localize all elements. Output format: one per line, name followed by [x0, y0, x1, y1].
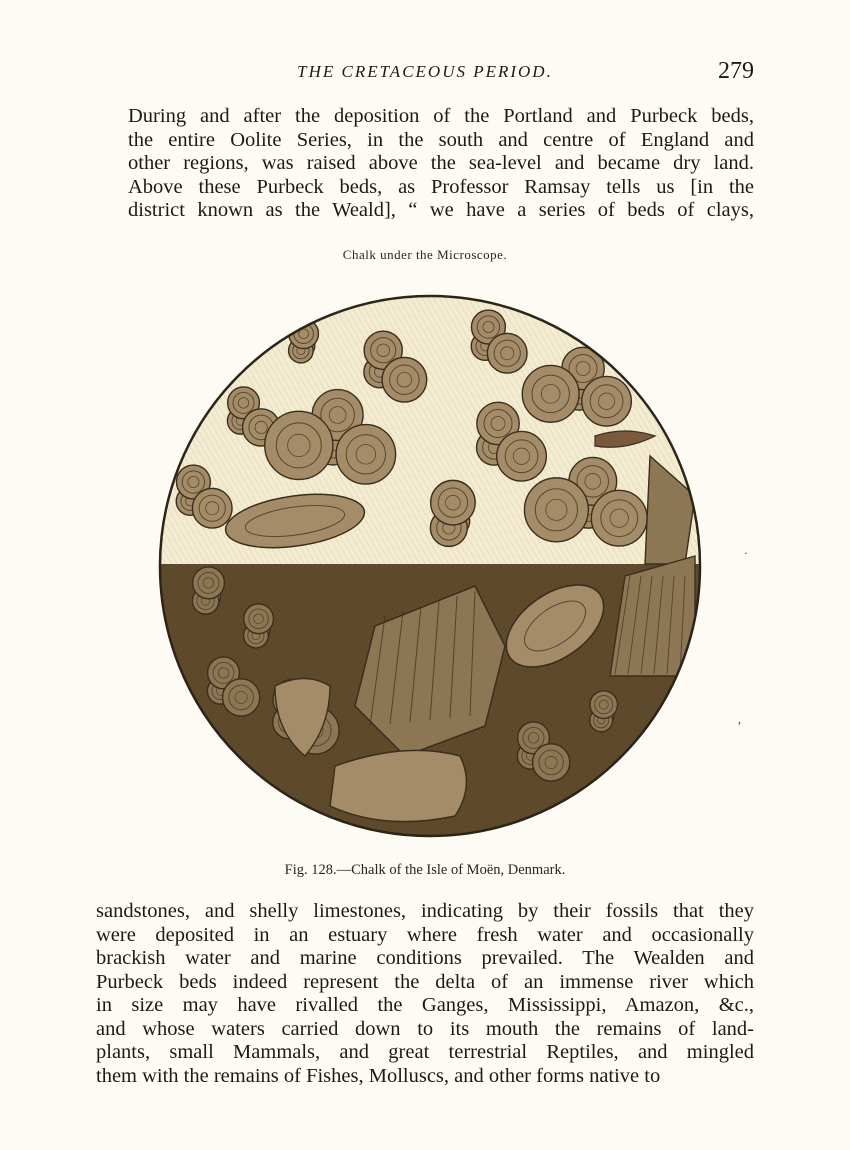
page-number: 279 — [718, 58, 754, 84]
running-head-title: THE CRETACEOUS PERIOD. — [297, 62, 553, 81]
text-line: Purbeck beds indeed represent the delta of an immense river which — [96, 970, 754, 993]
text-line: in size may have rivalled the Ganges, Mississippi, Amazon, &c., — [96, 994, 754, 1016]
text-line: them with the remains of Fishes, Molluscs, and other forms native to — [96, 1064, 661, 1087]
figure-caption: Fig. 128.—Chalk of the Isle of Moën, Denmark. — [284, 862, 566, 878]
foram-chamber — [223, 679, 260, 716]
chalk-microscope-illustration — [155, 286, 705, 841]
foram-chamber — [382, 357, 427, 402]
text-line: were deposited in an estuary where fresh water and occasionally — [96, 923, 754, 946]
flat-shell — [330, 750, 466, 821]
foram-chamber — [590, 691, 618, 719]
foram-chamber — [192, 488, 232, 528]
stray-mark: , — [738, 712, 741, 726]
text-line: brackish water and marine conditions prevailed. The Wealden and — [96, 947, 754, 969]
text-line: sandstones, and shelly limestones, indicating by their fossils that they — [96, 900, 754, 922]
foram-chamber — [522, 365, 579, 422]
foram-chamber — [431, 480, 476, 525]
text-line: the entire Oolite Series, in the south and centre of England and — [128, 128, 754, 151]
foram-chamber — [265, 411, 333, 479]
foram-chamber — [487, 333, 527, 373]
text-line: and whose waters carried down to its mouth the remains of land- — [96, 1017, 754, 1040]
text-line: other regions, was raised above the sea-level and became dry land. — [128, 152, 754, 174]
text-line: During and after the deposition of the Portland and Purbeck beds, — [128, 105, 754, 127]
microscope-figure — [155, 286, 705, 841]
text-line: Above these Purbeck beds, as Professor Ramsay tells us [in the — [128, 175, 754, 198]
foram-chamber — [582, 376, 632, 426]
paragraph-top — [96, 105, 754, 223]
foram-chamber — [591, 490, 647, 546]
foram-chamber — [533, 744, 570, 781]
foram-chamber — [497, 431, 547, 481]
foram-chamber — [244, 604, 274, 634]
text-line: plants, small Mammals, and great terrestrial Reptiles, and mingled — [96, 1041, 754, 1063]
foram-chamber — [524, 478, 588, 542]
paragraph-bottom — [96, 900, 754, 1088]
running-head — [96, 58, 754, 88]
text-line: district known as the Weald], “ we have a series of beds of clays, — [128, 199, 754, 221]
foram-chamber — [193, 567, 225, 599]
stray-mark: · — [744, 546, 748, 560]
foram-chamber — [336, 425, 396, 485]
figure-title: Chalk under the Microscope. — [342, 247, 508, 262]
